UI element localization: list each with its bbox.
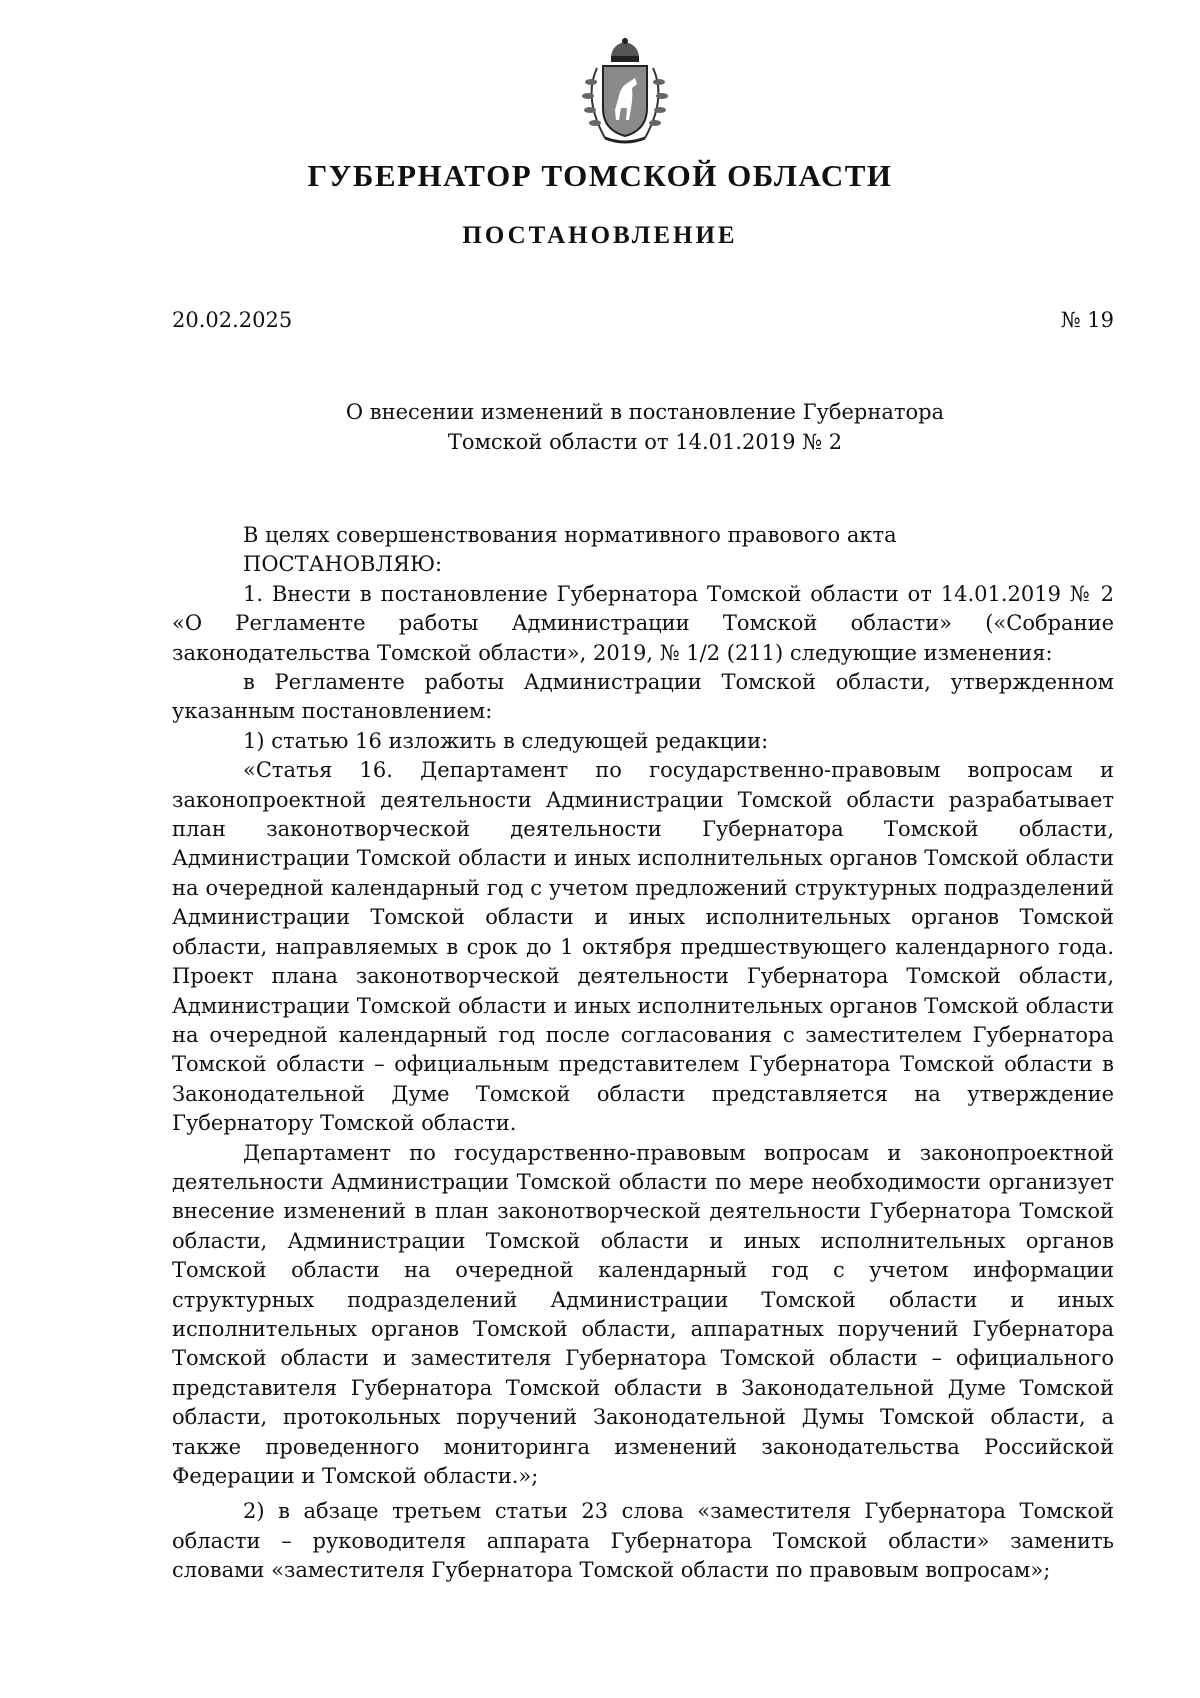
document-date: 20.02.2025 bbox=[172, 308, 293, 332]
document-number: № 19 bbox=[1060, 308, 1114, 332]
document-subject bbox=[0, 397, 1200, 457]
decree-word: ПОСТАНОВЛЯЮ: bbox=[243, 552, 443, 577]
paragraph: Департамент по государственно-правовым вопросам и законопроектной деятельности Администрации Томской области по мере необходимости организует внесение изменений в план законотворческой деятельности Губернатора Томской области, Администрации Томской области и иных исполнительных органов Томской области на очередной календарный год с учетом информации структурных подразделений Администрации Томской области и иных исполнительных органов Томской области, аппаратных поручений Губернатора Томской области и заместителя Губернатора Томской области – официального представителя Губернатора Томской области в Законодательной Думе Томской области, протокольных поручений Законодательной Думы Томской области, а также проведенного мониторинга изменений законодательства Российской Федерации и Томской области.»; bbox=[172, 1140, 1114, 1488]
paragraph: в Регламенте работы Администрации Томской области, утвержденном указанным постановлением: bbox=[172, 670, 1114, 724]
subject-line: Томской области от 14.01.2019 № 2 bbox=[447, 430, 843, 454]
paragraph: 2) в абзаце третьем статьи 23 слова «заместителя Губернатора Томской области – руководителя аппарата Губернатора Томской области» заменить словами «заместителя Губернатора Томской области по правовым вопросам»; bbox=[172, 1499, 1114, 1583]
paragraph: 1) статью 16 изложить в следующей редакции: bbox=[243, 728, 769, 753]
document-type: ПОСТАНОВЛЕНИЕ bbox=[462, 222, 738, 249]
paragraph: «Статья 16. Департамент по государственно-правовым вопросам и законопроектной деятельности Администрации Томской области разрабатывает план законотворческой деятельности Губернатора Томской области, Администрации Томской области и иных исполнительных органов Томской области на очередной календарный год с учетом предложений структурных подразделений Администрации Томской области и иных исполнительных органов Томской области, направляемых в срок до 1 октября предшествующего календарного года. Проект плана законотворческой деятельности Губернатора Томской области, Администрации Томской области и иных исполнительных органов Томской области на очередной календарный год после согласования с заместителем Губернатора Томской области – официальным представителем Губернатора Томской области в Законодательной Думе Томской области представляется на утверждение Губернатору Томской области. bbox=[172, 758, 1114, 1136]
coat-of-arms-icon bbox=[575, 38, 675, 146]
preamble: В целях совершенствования нормативного правового акта bbox=[243, 523, 897, 547]
subject-line: О внесении изменений в постановление Губернатора bbox=[345, 400, 945, 424]
organization-title: ГУБЕРНАТОР ТОМСКОЙ ОБЛАСТИ bbox=[307, 158, 893, 193]
document-body bbox=[172, 521, 1114, 1586]
paragraph: 1. Внести в постановление Губернатора Томской области от 14.01.2019 № 2 «О Регламенте работы Администрации Томской области» («Собрание законодательства Томской области», 2019, № 1/2 (211) следующие изменения: bbox=[172, 581, 1114, 665]
